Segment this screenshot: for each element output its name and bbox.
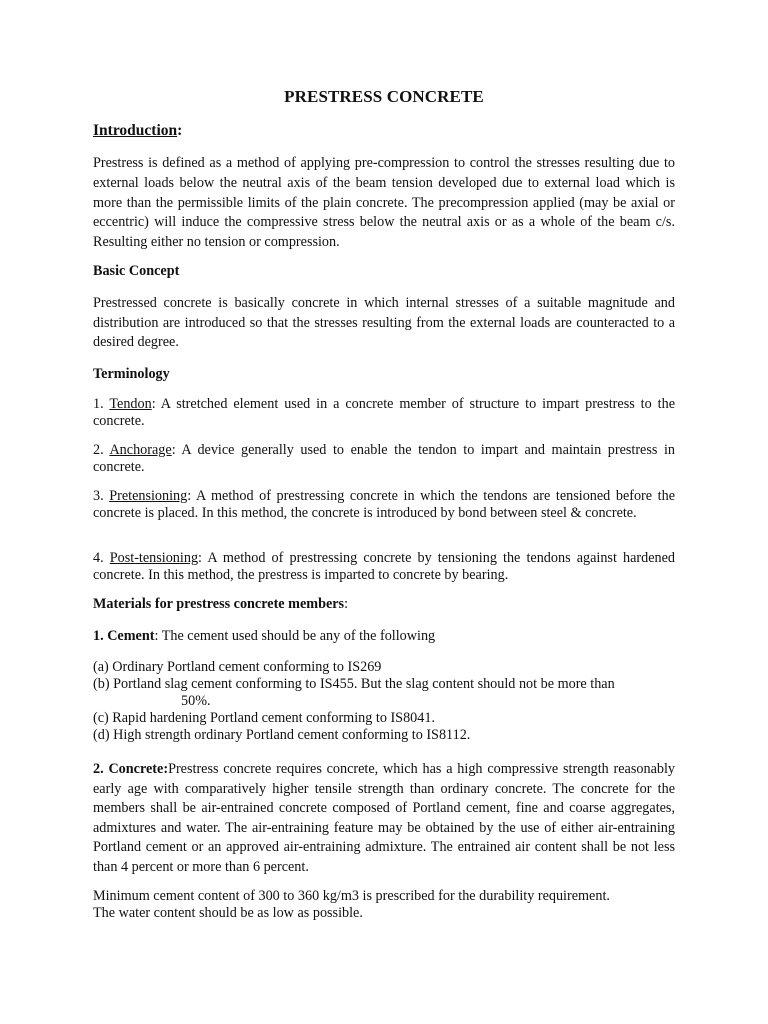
term-number: 3.	[93, 488, 110, 504]
introduction-heading-colon: :	[177, 122, 183, 139]
term-definition: : A device generally used to enable the tendon to impart and maintain prestress in concrete.	[93, 442, 675, 475]
materials-heading-text: Materials for prestress concrete members	[93, 596, 345, 612]
term-name: Post-tensioning	[109, 550, 199, 566]
introduction-paragraph: Prestress is defined as a method of applying pre-compression to control the stresses resulting due to external loads below the neutral axis of the beam tension developed due to external load which is more than the permissible limits of the plain concrete. The precompression applied (may be axial or eccentric) will induce the compressive stress below the neutral axis or as a whole of the beam c/s. Resulting either no tension or compression.	[93, 155, 675, 251]
cement-list-item-b	[93, 676, 675, 710]
concrete-label: 2. Concrete:	[93, 761, 169, 777]
cement-list-item-a: (a) Ordinary Portland cement conforming to IS269	[93, 659, 382, 675]
basic-concept-paragraph: Prestressed concrete is basically concrete in which internal stresses of a suitable magnitude and distribution are introduced so that the stresses resulting from the external loads are counteracted to a desired degree.	[93, 295, 675, 351]
cement-list-item-b-continuation: 50%.	[181, 693, 211, 709]
term-item-pretensioning	[93, 488, 675, 522]
cement-list-item-d: (d) High strength ordinary Portland cement conforming to IS8112.	[93, 727, 471, 743]
cement-list-item-b-text: (b) Portland slag cement conforming to IS455. But the slag content should not be more than	[93, 676, 615, 692]
basic-concept-heading: Basic Concept	[93, 263, 180, 279]
term-name: Pretensioning	[109, 488, 188, 504]
cement-text: : The cement used should be any of the following	[154, 628, 436, 644]
term-definition: : A method of prestressing concrete in which the tendons are tensioned before the concrete is placed. In this method, the concrete is introduced by bond between steel & concrete.	[93, 488, 675, 521]
introduction-heading	[93, 122, 182, 140]
cement-intro	[93, 628, 675, 645]
term-item-anchorage	[93, 442, 675, 476]
minimum-cement-line-2: The water content should be as low as possible.	[93, 905, 363, 921]
terminology-heading: Terminology	[93, 366, 170, 382]
term-definition: : A stretched element used in a concrete member of structure to impart prestress to the concrete.	[93, 396, 675, 429]
term-item-tendon	[93, 396, 675, 430]
introduction-heading-text: Introduction	[93, 122, 178, 139]
concrete-paragraph	[93, 760, 675, 878]
term-name: Tendon	[109, 396, 152, 412]
cement-label: 1. Cement	[93, 628, 155, 644]
term-item-post-tensioning	[93, 550, 675, 584]
materials-heading	[93, 596, 348, 613]
concrete-text: Prestress concrete requires concrete, which has a high compressive strength reasonably early age with comparatively higher tensile strength than ordinary concrete. The concrete for the members shall be air-entrained concrete composed of Portland cement, fine and coarse aggregates, admixtures and water. The air-entraining feature may be obtained by the use of either air-entraining Portland cement or an approved air-entraining admixture. The entrained air content shall be not less than 4 percent or more than 6 percent.	[93, 761, 675, 875]
minimum-cement-paragraph	[93, 888, 675, 922]
term-number: 2.	[93, 442, 110, 458]
materials-heading-colon: :	[344, 596, 349, 612]
term-number: 4.	[93, 550, 110, 566]
term-name: Anchorage	[109, 442, 172, 458]
term-number: 1.	[93, 396, 110, 412]
term-definition: : A method of prestressing concrete by tensioning the tendons against hardened concrete. In this method, the prestress is imparted to concrete by bearing.	[93, 550, 675, 583]
page-title: PRESTRESS CONCRETE	[284, 87, 484, 106]
cement-list-item-c: (c) Rapid hardening Portland cement conforming to IS8041.	[93, 710, 435, 726]
document-page	[93, 0, 675, 1024]
minimum-cement-line-1: Minimum cement content of 300 to 360 kg/m3 is prescribed for the durability requirement.	[93, 888, 610, 904]
